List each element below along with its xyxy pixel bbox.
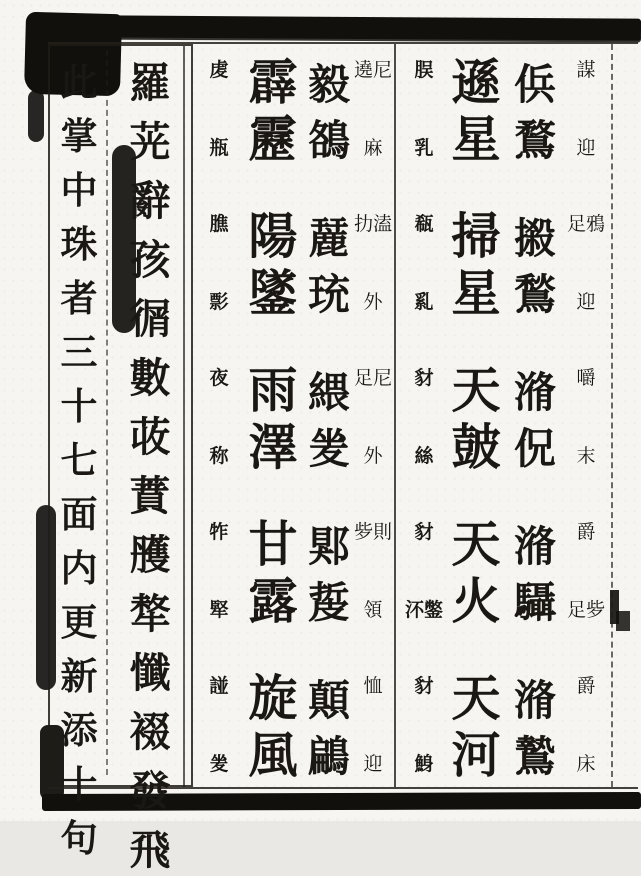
tangut-word xyxy=(506,516,564,634)
tangut-small-char: 諩 xyxy=(209,675,229,697)
tangut-word xyxy=(304,362,354,480)
tangut-phonetic-gloss xyxy=(196,670,242,775)
tangut-phonetic-gloss xyxy=(196,362,242,467)
glossary-entry-pili xyxy=(196,54,392,172)
tangut-char: 䋿 xyxy=(307,368,350,417)
chinese-char: 澤 xyxy=(248,418,298,476)
chinese-word xyxy=(446,516,506,634)
chinese-small-char: 床 xyxy=(576,753,596,775)
tangut-char: 數 xyxy=(129,354,171,402)
colophon-char: 句 xyxy=(60,816,98,860)
tangut-char: 荍 xyxy=(129,413,171,461)
tangut-char: 㣯 xyxy=(129,295,171,343)
tangut-small-char: 脵 xyxy=(414,59,434,81)
chinese-small-char: 外 xyxy=(363,291,383,313)
colophon-char: 添 xyxy=(60,708,98,752)
tangut-char: 䯀 xyxy=(513,578,556,627)
tangut-phonetic-gloss xyxy=(402,208,446,313)
chinese-phonetic-gloss xyxy=(354,208,392,313)
chinese-char: 遜 xyxy=(451,53,501,111)
tangut-phonetic-gloss xyxy=(402,362,446,467)
tangut-small-char: 夎 xyxy=(209,753,229,775)
chinese-char: 星 xyxy=(451,110,501,168)
tangut-small-char: 㳅鐅 xyxy=(404,599,443,621)
tangut-word xyxy=(506,208,564,326)
colophon-char: 七 xyxy=(60,438,98,482)
chinese-small-char: 迎 xyxy=(576,137,596,159)
chinese-word xyxy=(242,516,304,634)
tangut-char: 蕡 xyxy=(129,472,171,520)
tangut-char: 珫 xyxy=(307,270,350,319)
tangut-small-char: 㹂 xyxy=(209,599,229,621)
chinese-phonetic-gloss xyxy=(354,516,392,621)
colophon-char: 更 xyxy=(60,600,98,644)
glossary-column-right xyxy=(402,54,608,788)
tangut-char: 摋 xyxy=(513,214,556,263)
chinese-char: 旋 xyxy=(248,669,298,727)
tangut-word xyxy=(304,54,354,172)
chinese-small-char: 爵 xyxy=(576,521,596,543)
colophon-char: 三 xyxy=(60,330,98,374)
chinese-char: 河 xyxy=(451,726,501,784)
tangut-phonetic-gloss xyxy=(196,208,242,313)
chinese-small-char: 㱔則 xyxy=(354,521,393,543)
chinese-phonetic-gloss xyxy=(564,208,608,313)
tangut-char: 麉 xyxy=(307,214,350,263)
chinese-char: 天 xyxy=(451,361,501,419)
chinese-char: 火 xyxy=(451,572,501,630)
tangut-phonetic-gloss xyxy=(402,516,446,621)
chinese-char: 風 xyxy=(248,726,298,784)
chinese-word xyxy=(446,208,506,326)
chinese-small-char: 足鴉 xyxy=(566,213,605,235)
tangut-small-char: 乳 xyxy=(414,137,434,159)
tangut-small-char: 彯 xyxy=(209,291,229,313)
tangut-phonetic-gloss xyxy=(402,54,446,159)
tangut-word xyxy=(304,516,354,634)
tangut-char: 發 xyxy=(129,767,171,815)
tangut-small-char: 豺 xyxy=(414,521,434,543)
colophon-char: 面 xyxy=(60,492,98,536)
chinese-small-char: 迎 xyxy=(576,291,596,313)
tangut-char: 鶣 xyxy=(307,732,350,781)
glossary-entry-xunxing xyxy=(402,54,608,172)
chinese-char: 甘 xyxy=(248,515,298,573)
left-ink-streak-top xyxy=(28,90,44,142)
tangut-small-char: 膲 xyxy=(209,213,229,235)
chinese-char: 陽 xyxy=(248,207,298,265)
chinese-char: 天 xyxy=(451,669,501,727)
tangut-small-char: 瓶 xyxy=(209,137,229,159)
colophon-char: 者 xyxy=(60,276,98,320)
chinese-char: 靂 xyxy=(248,110,298,168)
colophon-tangut-column xyxy=(110,50,190,874)
colophon-char: 十 xyxy=(60,762,98,806)
tangut-char: 㑆 xyxy=(513,424,556,473)
tangut-phonetic-gloss xyxy=(402,670,446,775)
chinese-phonetic-gloss xyxy=(564,516,608,621)
tangut-char: 㑟 xyxy=(513,60,556,109)
tangut-small-char: 豺 xyxy=(414,367,434,389)
tangut-char: 鶖 xyxy=(513,270,556,319)
chinese-small-char: 爵 xyxy=(576,675,596,697)
glossary-entry-yangsui xyxy=(196,208,392,326)
chinese-char: 露 xyxy=(248,572,298,630)
tangut-word xyxy=(304,208,354,326)
tangut-char: 懺 xyxy=(129,649,171,697)
colophon-box xyxy=(48,44,193,874)
chinese-small-char: 迎 xyxy=(363,753,383,775)
chinese-word xyxy=(242,208,304,326)
right-frame-dashed-rule xyxy=(611,44,613,787)
tangut-char: 鷙 xyxy=(513,732,556,781)
chinese-small-char: 足㱔 xyxy=(566,599,605,621)
tangut-word xyxy=(506,670,564,788)
tangut-word xyxy=(506,54,564,172)
tangut-phonetic-gloss xyxy=(196,54,242,159)
tangut-char: 茪 xyxy=(129,118,171,166)
tangut-char: 郹 xyxy=(307,522,350,571)
chinese-small-char: 謀 xyxy=(576,59,596,81)
chinese-word xyxy=(446,670,506,788)
tangut-char: 夎 xyxy=(307,424,350,473)
tangut-word xyxy=(506,362,564,480)
tangut-char: 毅 xyxy=(307,60,350,109)
tangut-small-char: 豺 xyxy=(414,675,434,697)
glossary-entry-saoxing xyxy=(402,208,608,326)
glossary-entry-tianhuo xyxy=(402,516,608,634)
glossary-entry-tiangu xyxy=(402,362,608,480)
chinese-phonetic-gloss xyxy=(354,670,392,775)
chinese-char: 鐆 xyxy=(248,264,298,322)
chinese-small-char: 足尼 xyxy=(354,367,393,389)
tangut-char: 裰 xyxy=(129,708,171,756)
chinese-phonetic-gloss xyxy=(564,54,608,159)
chinese-small-char: 嚼 xyxy=(576,367,596,389)
chinese-word xyxy=(446,362,506,480)
chinese-phonetic-gloss xyxy=(354,54,392,159)
chinese-small-char: 領 xyxy=(363,599,383,621)
tangut-char: 潃 xyxy=(513,522,556,571)
tangut-small-char: 称 xyxy=(209,445,229,467)
tangut-char: 鶩 xyxy=(513,116,556,165)
chinese-word xyxy=(242,362,304,480)
chinese-phonetic-gloss xyxy=(564,362,608,467)
tangut-char: 潃 xyxy=(513,676,556,725)
glossary-column-middle xyxy=(196,54,392,788)
colophon-char: 内 xyxy=(60,546,98,590)
tangut-small-char: 乿 xyxy=(414,291,434,313)
chinese-small-char: 外 xyxy=(363,445,383,467)
chinese-phonetic-gloss xyxy=(354,362,392,467)
tangut-char: 羅 xyxy=(129,59,171,107)
colophon-char: 珠 xyxy=(60,222,98,266)
tangut-char: 㹈 xyxy=(129,590,171,638)
tangut-char: 顛 xyxy=(307,676,350,725)
tangut-char: 孩 xyxy=(129,236,171,284)
chinese-char: 皷 xyxy=(451,418,501,476)
glossary-entry-ganlu xyxy=(196,516,392,634)
right-edge-mark-small xyxy=(616,611,630,631)
colophon-char: 掌 xyxy=(60,114,98,158)
chinese-small-char: 麻 xyxy=(363,137,383,159)
chinese-char: 掃 xyxy=(451,207,501,265)
tangut-phonetic-gloss xyxy=(196,516,242,621)
column-divider-rule xyxy=(394,44,396,787)
tangut-char: 㿱 xyxy=(307,578,350,627)
colophon-chinese-column xyxy=(54,52,104,860)
tangut-char: 辭 xyxy=(129,177,171,225)
tangut-small-char: 鯓 xyxy=(414,753,434,775)
chinese-small-char: 末 xyxy=(576,445,596,467)
tangut-small-char: 瓻 xyxy=(414,213,434,235)
chinese-char: 天 xyxy=(451,515,501,573)
colophon-char: 十 xyxy=(60,384,98,428)
glossary-entry-tianhe xyxy=(402,670,608,788)
tangut-word xyxy=(304,670,354,788)
tangut-small-char: 夜 xyxy=(209,367,229,389)
colophon-divider-rule xyxy=(106,50,108,775)
tangut-char: 鵅 xyxy=(307,116,350,165)
chinese-word xyxy=(242,670,304,788)
chinese-word xyxy=(242,54,304,172)
glossary-entry-yuze xyxy=(196,362,392,480)
glossary-entry-xuanfeng xyxy=(196,670,392,788)
chinese-word xyxy=(446,54,506,172)
chinese-small-char: 恤 xyxy=(363,675,383,697)
chinese-char: 星 xyxy=(451,264,501,322)
colophon-char: 新 xyxy=(60,654,98,698)
chinese-phonetic-gloss xyxy=(564,670,608,775)
tangut-char: 潃 xyxy=(513,368,556,417)
colophon-char: 中 xyxy=(60,168,98,212)
chinese-char: 雨 xyxy=(248,361,298,419)
chinese-small-char: 扐溘 xyxy=(354,213,393,235)
tangut-char: 飛 xyxy=(129,826,171,874)
tangut-small-char: 絲 xyxy=(414,445,434,467)
chinese-small-char: 遶尼 xyxy=(354,59,393,81)
tangut-char: 雘 xyxy=(129,531,171,579)
tangut-small-char: 㸲 xyxy=(209,521,229,543)
tangut-small-char: 䖍 xyxy=(209,59,229,81)
colophon-char: 此 xyxy=(60,60,98,104)
chinese-char: 霹 xyxy=(248,53,298,111)
